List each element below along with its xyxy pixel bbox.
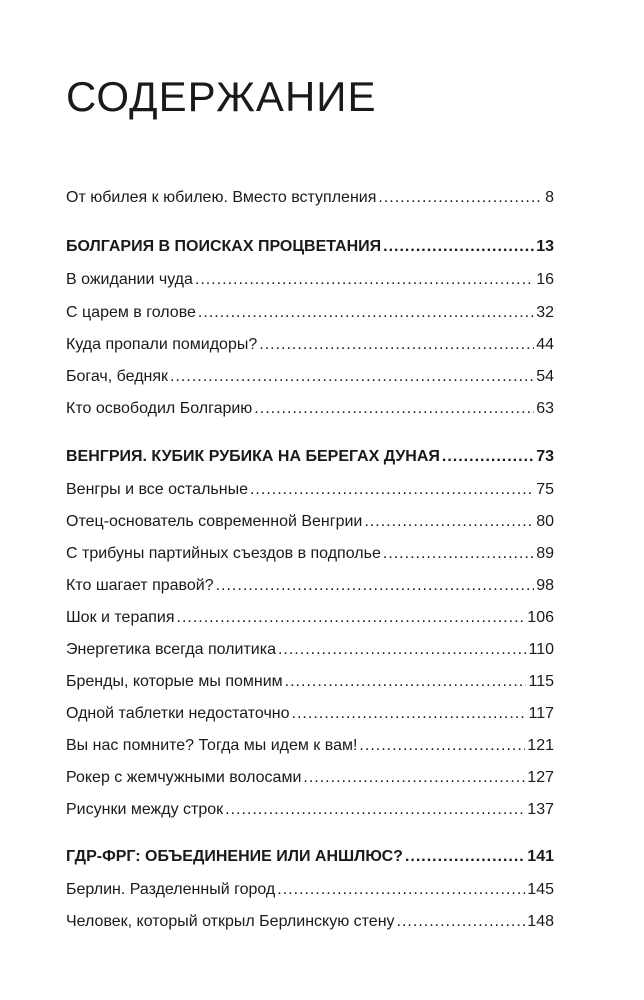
dot-leader [216, 575, 535, 597]
toc-entry-page: 63 [536, 400, 554, 417]
toc-entry-title: Отец-основатель современной Венгрии [66, 513, 363, 530]
toc-entry[interactable] [66, 187, 554, 209]
toc-entry-page: 137 [527, 801, 554, 818]
toc-entry[interactable] [66, 911, 554, 933]
dot-leader [177, 607, 526, 629]
toc-entry-page: 110 [528, 641, 554, 658]
toc-section-page: 13 [536, 238, 554, 255]
toc-section[interactable] [66, 846, 554, 868]
dot-leader [225, 799, 525, 821]
toc-entry-page: 44 [536, 336, 554, 353]
dot-leader [303, 767, 525, 789]
dot-leader [397, 911, 526, 933]
toc-entry-page: 32 [536, 304, 554, 321]
toc-entry[interactable] [66, 366, 554, 388]
toc-entry[interactable] [66, 799, 554, 821]
toc-entry-page: 117 [528, 705, 554, 722]
toc-section[interactable] [66, 446, 554, 468]
toc-entry-page: 8 [545, 189, 554, 206]
dot-leader [364, 511, 534, 533]
toc-entry-title: С царем в голове [66, 304, 196, 321]
dot-leader [198, 302, 534, 324]
toc-section-title: ГДР-ФРГ: ОБЪЕДИНЕНИЕ ИЛИ АНШЛЮС? [66, 848, 403, 865]
toc-entry-title: От юбилея к юбилею. Вместо вступления [66, 189, 377, 206]
toc-entry[interactable] [66, 767, 554, 789]
dot-leader [278, 639, 527, 661]
dot-leader [442, 446, 534, 468]
toc-entry-title: Человек, который открыл Берлинскую стену [66, 913, 395, 930]
toc-section[interactable] [66, 236, 554, 258]
dot-leader [378, 187, 543, 209]
toc-entry-title: Венгры и все остальные [66, 481, 248, 498]
toc-entry-title: Куда пропали помидоры? [66, 336, 258, 353]
toc-entry[interactable] [66, 639, 554, 661]
toc-entry[interactable] [66, 671, 554, 693]
toc-entry-title: Энергетика всегда политика [66, 641, 276, 658]
toc-entry-page: 89 [536, 545, 554, 562]
toc-entry-page: 145 [527, 881, 554, 898]
toc-entry-title: Рокер с жемчужными волосами [66, 769, 302, 786]
toc-entry-title: Бренды, которые мы помним [66, 673, 283, 690]
toc-entry-page: 75 [536, 481, 554, 498]
dot-leader [170, 366, 534, 388]
toc-section-title: БОЛГАРИЯ В ПОИСКАХ ПРОЦВЕТАНИЯ [66, 238, 382, 255]
dot-leader [292, 703, 527, 725]
dot-leader [277, 879, 525, 901]
toc-section-page: 73 [536, 448, 554, 465]
toc-entry[interactable] [66, 479, 554, 501]
toc-entry-page: 127 [527, 769, 554, 786]
toc-entry-title: Кто шагает правой? [66, 577, 214, 594]
toc-entry[interactable] [66, 398, 554, 420]
toc-entry[interactable] [66, 302, 554, 324]
toc-entry-title: Берлин. Разделенный город [66, 881, 276, 898]
toc-entry[interactable] [66, 511, 554, 533]
toc-entry[interactable] [66, 703, 554, 725]
dot-leader [383, 543, 534, 565]
toc-entry[interactable] [66, 269, 554, 291]
toc-entry-title: Богач, бедняк [66, 368, 169, 385]
toc-entry-page: 106 [527, 609, 554, 626]
page-title: СОДЕРЖАНИЕ [66, 73, 377, 120]
toc-entry[interactable] [66, 879, 554, 901]
toc-entry-title: Кто освободил Болгарию [66, 400, 253, 417]
toc-entry[interactable] [66, 575, 554, 597]
toc-entry-page: 121 [527, 737, 554, 754]
toc-entry[interactable] [66, 334, 554, 356]
toc-entry-title: Шок и терапия [66, 609, 175, 626]
dot-leader [285, 671, 527, 693]
toc-entry[interactable] [66, 543, 554, 565]
toc-entry[interactable] [66, 607, 554, 629]
toc-entry-title: С трибуны партийных съездов в подполье [66, 545, 381, 562]
dot-leader [254, 398, 534, 420]
dot-leader [259, 334, 534, 356]
dot-leader [359, 735, 525, 757]
toc-entry-page: 115 [528, 673, 554, 690]
toc-entry-page: 16 [536, 271, 554, 288]
toc-entry-page: 54 [536, 368, 554, 385]
toc-entry-title: Вы нас помните? Тогда мы идем к вам! [66, 737, 358, 754]
toc-entry-title: В ожидании чуда [66, 271, 193, 288]
toc-section-title: ВЕНГРИЯ. КУБИК РУБИКА НА БЕРЕГАХ ДУНАЯ [66, 448, 440, 465]
toc-entry-title: Одной таблетки недостаточно [66, 705, 290, 722]
dot-leader [383, 236, 534, 258]
toc-entry-page: 148 [527, 913, 554, 930]
toc-entry-page: 98 [536, 577, 554, 594]
dot-leader [195, 269, 534, 291]
toc-section-page: 141 [527, 848, 554, 865]
dot-leader [405, 846, 525, 868]
dot-leader [250, 479, 534, 501]
toc-entry[interactable] [66, 735, 554, 757]
toc-entry-title: Рисунки между строк [66, 801, 224, 818]
toc-entry-page: 80 [536, 513, 554, 530]
